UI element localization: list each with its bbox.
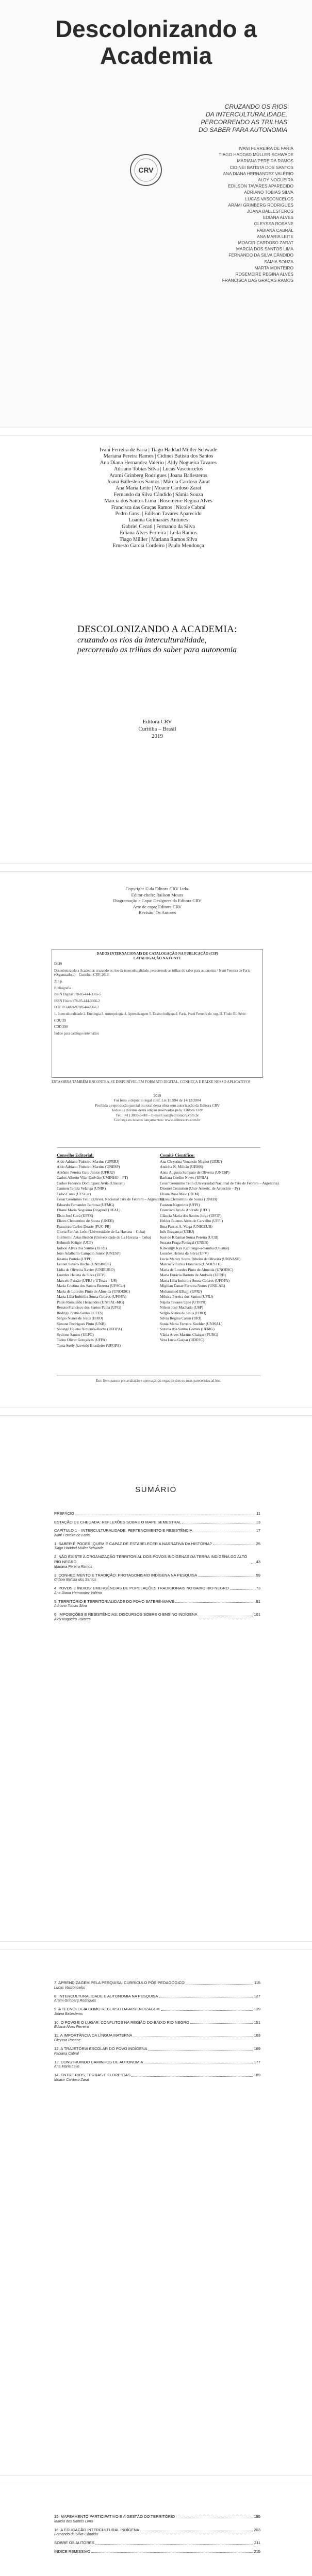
council-member: Maria Eurácia Barreto de Andrade (UFRB)	[160, 1273, 226, 1277]
author-name: Pedro Grosi | Edilson Tavares Aparecido	[115, 511, 202, 517]
council-member: Lourdes Helena da Silva (UFV)	[160, 1251, 209, 1256]
toc-item-author: Arami Grinberg Rodrigues	[54, 1999, 96, 2003]
toc-item-title: 10. O POVO E O LUGAR: CONFLITOS NA REGIÃO DO BAIXO RIO NEGRO	[54, 2020, 189, 2025]
council-member: Barbara Coelho Neves (UFBA)	[160, 1175, 208, 1180]
council-member: Mônica Pereira dos Santos (UFRJ)	[160, 1294, 214, 1299]
toc-item-title: CAPÍTULO 1 – INTERCULTURALIDADE, PERTENCIMENTO E RESISTÊNCIA	[54, 1528, 192, 1533]
toc-item-author: Tiago Haddad Müller Schwade	[54, 1547, 104, 1551]
cover-author: ARAMI GRINBERG RODRIGUES	[228, 202, 293, 208]
council-member: Gloria Fariñas León (Universidade de La Havana – Cuba)	[57, 1229, 145, 1234]
council-member: Leonel Severo Rocha (UNISINOS)	[57, 1262, 111, 1266]
toc-item[interactable]	[54, 1554, 260, 1569]
council-member: Celso Conti (UFSCar)	[57, 1191, 91, 1196]
peer-review-note: Este livro passou por avaliação e aprovação às cegas de dois ou mais pareceristas ad hoc.	[96, 1379, 221, 1383]
author-name: Arami Grinberg Rodrigues | Joana Ballesteros	[109, 472, 207, 479]
toc-item-title: 12. A TRAJETÓRIA ESCOLAR DO POVO INDÍGENA	[54, 2046, 147, 2051]
council-member: Vera Lucia Gaspar (UDESC)	[160, 1337, 204, 1342]
council-member: Simone Rodrigues Pinto (UNB)	[57, 1321, 106, 1326]
toc-item-title: ESTAÇÃO DE CHEGADA: REFLEXÕES SOBRE O MAPE SEMESTRAL	[54, 1519, 182, 1524]
toc-item-title: 14. ENTRE RIOS, TERRAS E FLORESTAS	[54, 2073, 130, 2078]
toc-page-number: 195	[254, 2514, 260, 2519]
cover-page	[0, 0, 312, 428]
council-member: Tadeu Oliver Gonçalves (UFPA)	[57, 1337, 107, 1342]
toc-item-author: Cidinei Batista dos Santos	[54, 1578, 96, 1582]
catalog-line: 1. Interculturalidade 2. Etnologia 3. Antropologia 4. Aprendizagem 5. Ensino indígena I. Faria, Ivani Ferreira de. org. II. Título III. Série.	[54, 1012, 247, 1016]
council-member: Gláucia Maria dos Santos Jorge (UFOP)	[160, 1213, 222, 1218]
rights-line: Foi feito o depósito legal conf. Lei 10.994 de 14/12/2004	[113, 1098, 201, 1103]
cover-author: ANA MARIA LEITE	[257, 233, 293, 239]
toc-leader-dots	[251, 1563, 255, 1564]
council-member: Najela Tavares Ujiie (UTFPR)	[160, 1299, 207, 1304]
toc-item-title: 13. CONSTRUINDO CAMINHOS DE AUTONOMIA	[54, 2059, 143, 2064]
council-member: Helder Buenos Aires de Carvalho (UFPI)	[160, 1218, 223, 1223]
author-name: Marcia dos Santos Lima | Rosemeire Regina Alves	[104, 498, 212, 504]
toc-item-title: 9. A TECNOLOGIA COMO RECURSO DA APRENDIZAGEM	[54, 2007, 160, 2012]
toc-item-title: ÍNDICE REMISSIVO	[54, 2549, 91, 2554]
toc-item-author: Lucas Vasconcelos	[54, 1986, 86, 1990]
council-member: Maria Cristina dos Santos Bezerra (UFSCar)	[57, 1283, 125, 1288]
book-title: DESCOLONIZANDO A ACADEMIA: cruzando os rios da interculturalidade, percorrendo as trilhas do saber para autonomia	[77, 624, 237, 654]
copyright-top	[98, 886, 217, 916]
council-member: Vânia Alves Martins Chaigar (FURG)	[160, 1332, 218, 1337]
author-name: Joana Ballesteros Santos | Márcia Cardoso Zarat	[107, 479, 210, 485]
toc-item[interactable]	[54, 2514, 260, 2524]
toc-page-number: 211	[254, 2540, 260, 2546]
toc-leader-dots	[175, 1602, 255, 1603]
council-member: Elizeu Clementino de Souza (UNEB)	[160, 1197, 217, 1201]
cover-author: JOANA BALLESTEROS	[247, 209, 293, 214]
author-list	[99, 447, 218, 550]
toc-item[interactable]	[54, 1541, 260, 1551]
toc-page-number: 101	[254, 1612, 260, 1617]
toc-item[interactable]	[54, 1573, 260, 1583]
toc-item-title: 8. INTERCULTURALIDADE E AUTONOMIA NA PESQUISA	[54, 1993, 158, 1998]
council-member: Marcos Vinicius Francisco (UNOESTE)	[160, 1262, 222, 1266]
toc-item-title: 2. NÃO EXISTE A ORGANIZAÇÃO TERRITORIAL DOS POVOS INDÍGENAS DA TERRA INDÍGENA DO ALTO RIO NEGRO	[54, 1554, 248, 1564]
council-member: Carmen Tereza Velanga (UNIR)	[57, 1186, 106, 1191]
council-member: Maria de Lourdes Pinto de Almeida (UNOESC)	[160, 1267, 234, 1272]
cover-author: MARTA MONTEIRO	[254, 265, 293, 270]
catalog-line: DOI 10.24824/978854443366.2	[54, 1006, 100, 1010]
toc-item-title: 5. TERRITÓRIO E TERRITORIALIDADE DO POVO SATERÉ-MAWÉ	[54, 1599, 174, 1604]
toc-item-title: 1. SABER É PODER: QUEM É CAPAZ DE ESTABELECER A NARRATIVA DA HISTÓRIA?	[54, 1541, 212, 1546]
council-member: Aldo Adriano Pinheiro Martins (UNESP)	[57, 1164, 120, 1169]
council-member: Cesar Gerónimo Tello (Universidad Nacional de Três de Febrero – Argentina)	[160, 1180, 279, 1185]
toc-leader-dots	[190, 2023, 253, 2024]
toc-item-title: 3. CONHECIMENTO E TRADIÇÃO: PROTAGONISMO INDÍGENA NA PESQUISA	[54, 1572, 198, 1578]
toc-list	[54, 1980, 260, 2086]
council-member: Kilwangy Kya Kapitango-a-Samba (Unemat)	[160, 1245, 229, 1250]
toc-page-number: 13	[256, 1519, 260, 1524]
council-member: Rodrigo Pratte-Santos (UFES)	[57, 1310, 104, 1315]
toc-page-number: 203	[254, 2527, 260, 2532]
toc-item-title: 4. POVOS E ÍNDIOS: EMERGÊNCIAS DE POPULAÇÕES TRADICIONAIS NO BAIXO RIO NEGRO	[54, 1586, 229, 1591]
scientific-committee: Comitê Científico: Ana Chrystina Venancio Mignot (UERJ) Andréia N. Militão (UEMS) Anna Augusta Sampaio de Oliveira (UNESP) Barbara Coelho Neves (UFBA) Cesar Gerónimo Tello (Universidad Nacional de Três de Febrero – Argentina) Diosnel Centurion (Univ Americ. de Asunción – Py) Eliane Rose Maio (UEM) Elizeu Clementino de Souza (UNEB) Fauston Negreiros (UFPI) Francisco Ari de Andrade (UFC) Gláucia Maria dos Santos Jorge (UFOP) Helder Buenos Aires de Carvalho (UFPI) Ilma Passos A. Veiga (UNICEUB) Inês Bragança (UERJ) José de Ribamar Sousa Pereira (UCB) Jussara Fraga Portugal (UNEB) Kilwangy Kya Kapitango-a-Samba (Unemat) Lourdes Helena da Silva (UFV) Lucia Marisy Souza Ribeiro de Oliveira (UNIVASF) Marcos Vinicius Francisco (UNOESTE) Maria de Lourdes Pinto de Almeida (UNOESC) Maria Eurácia Barreto de Andrade (UFRB) Maria Lília Imbiriba Sousa Colares (UFOPA) Míghian Danae Ferreira Nunes (UNILAB) Mohammed Elhajji (UFRJ) Mônica Pereira dos Santos (UFRJ) Najela Tavares Ujiie (UTFPR) Nilson José Machado (USP) Sérgio Nunes de Jesus (IFRO) Silvia Regina Canan (URI) Sonia Maria Ferreira Koehler (UNISAL) Suzana dos Santos Gomes (UFMG) Vânia Alves Martins Chaigar (FURG) Vera Lucia Gaspar (UDESC)	[160, 1153, 279, 1342]
author-name: Ediana Alves Ferreira | Leila Ramos	[120, 530, 197, 536]
toc-page-1	[0, 1416, 312, 1941]
catalog-line: Descolonizando a Academia: cruzando os rios da interculturalidade, percorrendo as trilhas do saber para autonomia / Ivani Ferreira de Faria (Organizadora) – Curitiba : CRV, 2019.	[54, 969, 251, 977]
catalog-lines	[54, 962, 260, 1030]
council-member: Mohammed Elhajji (UFRJ)	[160, 1289, 202, 1294]
cover-author: ANA DIANA HERNANDEZ VALÉRIO	[223, 171, 293, 176]
toc-page-number: 189	[254, 2073, 260, 2078]
toc-page-number: 11	[256, 1511, 260, 1516]
catalog-line: CDD 390	[54, 1025, 68, 1029]
cover-author: CIDINEI BATISTA DOS SANTOS	[229, 164, 293, 170]
author-name: Ana Diana Hernandez Valério | Aldy Nogueira Tavares	[100, 460, 217, 466]
catalog-line: 216 p.	[54, 979, 63, 984]
rights-line: Tel.: (41) 3039-6418 – E-mail: sac@editoracrv.com.br	[116, 1112, 199, 1117]
toc-item[interactable]	[54, 1599, 260, 1609]
council-member: Francisco Ari de Andrade (UFC)	[160, 1208, 210, 1212]
toc-item[interactable]	[54, 2549, 260, 2554]
toc-item[interactable]	[54, 2020, 260, 2030]
author-name: Luanna Guimarães Antunes	[128, 517, 188, 523]
council-member: Jailson Alves dos Santos (UFRJ)	[57, 1245, 107, 1250]
cover-author: FABIANA CABRAL	[257, 227, 293, 233]
council-member: João Adalberto Campato Junior (UNESP)	[57, 1251, 121, 1256]
rights-line: 2019	[153, 1093, 161, 1098]
council-member: Sérgio Nunes de Jesus (IFRO)	[57, 1316, 103, 1320]
council-member: Carlos Federico Dominguez Avila (Unieuro)	[57, 1180, 125, 1185]
author-name: Fernando da Silva Cândido | Sâmia Souza	[113, 492, 203, 498]
copyright-line: Copyright © da Editora CRV Ltda.	[125, 886, 189, 891]
copyright-page	[0, 872, 312, 1408]
editorial-council: Conselho Editorial: Aldo Adriano Pinheiro Martins (UFRRJ) Aldo Adriano Pinheiro Martins (UNESP) Antônio Pereira Gaio Júnior (UFRRJ) Carlos Alberto Vilar Estêvão (UMINHO – PT) Carlos Federico Dominguez Avila (Unieuro) Carmen Tereza Velanga (UNIR) Celso Conti (UFSCar) Cesar Gerónimo Tello (Univer. Nacional Três de Febrero – Argentina) Eduardo Fernandes Barbosa (UFMG) Elione Maria Nogueira Diogenes (UFAL) Élsio José Corá (UFFS) Elizeu Clementino de Souza (UNEB) Francisco Carlos Duarte (PUC-PR) Gloria Fariñas León (Universidade de La Havana – Cuba) Guillermo Arias Beatón (Universidade de La Havana – Cuba) Helmuth Krüger (UCP) Jailson Alves dos Santos (UFRJ) João Adalberto Campato Junior (UNESP) Josania Portela (UFPI) Leonel Severo Rocha (UNISINOS) Lídia de Oliveira Xavier (UNIEURO) Lourdes Helena da Silva (UFV) Marcelo Paixão (UFRJ e UTexas – US) Maria Cristina dos Santos Bezerra (UFSCar) Maria de Lourdes Pinto de Almeida (UNOESC) Maria Lília Imbiriba Sousa Colares (UFOPA) Paulo Romualdo Hernandes (UNIFAL-MG) Renato Francisco dos Santos Paula (UFG) Rodrigo Pratte-Santos (UFES) Sérgio Nunes de Jesus (IFRO) Simone Rodrigues Pinto (UNB) Solange Helena Ximenes-Rocha (UFOPA) Sydione Santos (UEPG) Tadeu Oliver Gonçalves (UFPA) Tania Suely Azevedo Brasileiro (UFOPA)	[57, 1153, 164, 1348]
cover-author: EDIANA ALVES	[263, 215, 293, 221]
council-member: Marcelo Paixão (UFRJ e UTexas – US)	[57, 1278, 117, 1283]
council-member: Sydione Santos (UEPG)	[57, 1332, 94, 1337]
toc-list	[54, 2514, 260, 2557]
toc-item[interactable]	[54, 1980, 260, 1990]
council-member: Maria de Lourdes Pinto de Almeida (UNOESC)	[57, 1289, 130, 1294]
toc-page-number: 91	[256, 1599, 260, 1604]
toc-item-title: 16. A EDUCAÇÃO INTERCULTURAL INDÍGENA	[54, 2527, 139, 2532]
toc-item-author: Gleyssa Rosane	[54, 2038, 81, 2042]
author-name: Gabriel Cecati | Fernando da Silva	[122, 523, 195, 530]
toc-list	[54, 1511, 260, 1625]
svg-text:CRV: CRV	[138, 166, 154, 174]
toc-item-title: 7. APRENDIZAGEM PELA PESQUISA: CURRÍCULO PÓS-PEDAGÓGICO	[54, 1980, 185, 1985]
cover-author: EDILSON TAVARES APARECIDO	[228, 183, 293, 189]
toc-page-3	[0, 2483, 312, 2576]
cover-author: ROSEMEIRE REGINA ALVES	[235, 272, 293, 277]
publisher-info: Editora CRV Curitiba – Brasil 2019	[138, 719, 176, 739]
toc-page-number: 115	[254, 1980, 260, 1985]
cover-author: ADRIANO TOBIAS SILVA	[244, 190, 293, 195]
cover-author: MOACIR CARDOSO ZARAT	[238, 240, 293, 246]
toc-page-number: 73	[256, 1586, 260, 1591]
toc-item[interactable]	[54, 2046, 260, 2056]
toc-item[interactable]	[54, 1520, 260, 1525]
toc-item[interactable]	[54, 1586, 260, 1596]
author-name: Francisca das Graças Ramos | Nicole Cabral	[111, 504, 206, 511]
author-name: Mariana Pereira Ramos | Cidinei Batista dos Santos	[103, 453, 214, 460]
toc-item-author: Fabiana Cabral	[54, 2052, 79, 2056]
toc-item[interactable]	[54, 1528, 260, 1538]
digital-notice: ESTA OBRA TAMBÉM ENCONTRA-SE DISPONÍVEL EM FORMATO DIGITAL. CONHEÇA E BAIXE NOSSO APLICATIVO!	[52, 1080, 250, 1084]
council-member: Solange Helena Ximenes-Rocha (UFOPA)	[57, 1327, 122, 1331]
cover-author: GLEYSSA ROSANE	[254, 221, 293, 227]
cover-author: SÂMIA SOUZA	[264, 259, 293, 264]
author-name: Ernesto Garcia Cordeiro | Paulo Mendonça	[112, 543, 204, 549]
council-member: Eliane Rose Maio (UEM)	[160, 1191, 200, 1196]
council-member: Carlos Alberto Vilar Estêvão (UMINHO – PT)	[57, 1175, 128, 1180]
cover-authors	[139, 145, 293, 283]
toc-page-number: 59	[256, 1572, 260, 1578]
council-member: Silvia Regina Canan (URI)	[160, 1316, 202, 1320]
cover-author: TIAGO HADDAD MÜLLER SCHWADE	[219, 152, 293, 158]
toc-leader-dots	[161, 2010, 253, 2011]
toc-item-author: Mariana Pereira Ramos	[54, 1565, 92, 1569]
council-member: José de Ribamar Sousa Pereira (UCB)	[160, 1234, 219, 1240]
rights-line: Todos os direitos desta edição reservados pela: Editora CRV	[111, 1108, 204, 1113]
toc-leader-dots	[91, 2552, 253, 2553]
author-name: Tiago Müller | Mariana Ramos Silva	[119, 536, 198, 543]
council-member: Elione Maria Nogueira Diogenes (UFAL)	[57, 1208, 121, 1212]
council-member: Paulo Romualdo Hernandes (UNIFAL-MG)	[57, 1299, 124, 1304]
copyright-line: Revisão: Os Autores	[138, 910, 176, 916]
toc-leader-dots	[132, 2076, 253, 2077]
toc-page-number: 169	[254, 2046, 260, 2051]
toc-item-author: Ivani Ferreira de Faria	[54, 1533, 90, 1537]
catalog-line: ISBN Físico 978-85-444-3366-2	[54, 999, 100, 1003]
toc-title: SUMÁRIO	[135, 1485, 177, 1494]
catalog-record: DADOS INTERNACIONAIS DE CATALOGAÇÃO NA PUBLICAÇÃO (CIP) CATALOGAÇÃO NA FONTE D449 Descolonizando a Academia: cruzando os rios da interculturalidade, percorrendo as trilhas do saber para autonomia / Ivani Ferreira de Faria (Organizadora) – Curitiba : CRV, 2019. 216 p. Bibliografia ISBN Digital 978-85-444-3365-5 ISBN Físico 978-85-444-3366-2 DOI 10.24824/978854443366.2 1. Interculturalidade 2. Etnologia 3. Antropologia 4. Aprendizagem 5. Ensino indígena I. Faria, Ivani Ferreira de. org. II. Título III. Série. CDU 39 CDD 390 Índice para catálogo sistemático	[52, 949, 263, 1078]
toc-item[interactable]	[54, 2540, 260, 2546]
copyright-line: Diagramação e Capa: Designers da Editora CRV	[113, 898, 202, 904]
catalog-line: Bibliografia	[54, 986, 71, 990]
council-member: Renato Francisco dos Santos Paula (UFG)	[57, 1305, 122, 1310]
cover-author: LUCAS VASCONCELOS	[245, 196, 293, 201]
council-member: Antônio Pereira Gaio Júnior (UFRRJ)	[57, 1170, 115, 1175]
toc-item[interactable]	[54, 2528, 260, 2537]
copyright-line: Editor-chefe: Railson Moura	[131, 892, 184, 897]
cover-subtitle: CRUZANDO OS RIOS DA INTERCULTURALIDADE, PERCORRENDO AS TRILHAS DO SABER PARA AUTONOMIA	[198, 103, 287, 133]
toc-item-title: 15. MAPEAMENTO PARTICIPATIVO E A GESTÃO DO TERRITÓRIO	[54, 2514, 175, 2519]
council-member: Míghian Danae Ferreira Nunes (UNILAB)	[160, 1283, 225, 1288]
cover-author: MARIANA PEREIRA RAMOS	[237, 158, 293, 164]
council-member: Cesar Gerónimo Tello (Univer. Nacional Três de Febrero – Argentina)	[57, 1197, 164, 1201]
author-name: Ivani Ferreira de Faria | Tiago Haddad Müller Schwade	[100, 447, 217, 453]
toc-page-number: 25	[256, 1541, 260, 1546]
rights-block	[72, 1093, 242, 1122]
author-name: Ana Maria Leite | Moacir Cardoso Zarat	[115, 485, 202, 492]
copyright-line: Arte de capa: Editora CRV	[133, 904, 182, 909]
toc-page-2	[0, 1950, 312, 2475]
toc-item-author: Adriano Tobias Silva	[54, 1604, 87, 1608]
cover-author: FRANCISCA DAS GRAÇAS RAMOS	[222, 278, 293, 283]
toc-page-number: 17	[256, 1528, 260, 1533]
council-member: Elizeu Clementino de Souza (UNEB)	[57, 1218, 114, 1223]
toc-item-title: SOBRE OS AUTORES	[54, 2540, 94, 2546]
toc-leader-dots	[95, 2544, 253, 2545]
council-member: Guillermo Arias Beatón (Universidade de La Havana – Cuba)	[57, 1234, 151, 1240]
toc-item-author: Ana Diana Hernandez Valério	[54, 1591, 102, 1595]
rights-line: Proibida a reprodução parcial ou total desta obra sem autorização da Editora CRV	[95, 1103, 220, 1108]
toc-item-author: Marcia dos Santos Lima	[54, 2519, 93, 2523]
council-member: Helmuth Krüger (UCP)	[57, 1240, 93, 1245]
council-member: Élsio José Corá (UFFS)	[57, 1213, 93, 1218]
half-title-page	[0, 436, 312, 863]
toc-item[interactable]	[54, 1612, 260, 1622]
toc-page-number: 163	[254, 2033, 260, 2038]
toc-item[interactable]	[54, 2007, 260, 2016]
toc-leader-dots	[186, 1984, 253, 1985]
council-member: Anna Augusta Sampaio de Oliveira (UNESP)	[160, 1170, 229, 1175]
toc-page-number: 127	[254, 1993, 260, 1998]
toc-item[interactable]	[54, 2060, 260, 2070]
council-member: Eduardo Fernandes Barbosa (UFMG)	[57, 1202, 114, 1207]
cover-author: FERNANDO DA SILVA CÂNDIDO	[228, 252, 293, 258]
toc-item-author: Ediana Alves Ferreira	[54, 2025, 89, 2029]
council-member: Lídia de Oliveira Xavier (UNIEURO)	[57, 1267, 115, 1272]
council-member: Suzana dos Santos Gomes (UFMG)	[160, 1327, 215, 1331]
council-member: Ilma Passos A. Veiga (UNICEUB)	[160, 1224, 212, 1229]
council-member: Sonia Maria Ferreira Koehler (UNISAL)	[160, 1321, 223, 1326]
toc-item-author: Moacir Cardoso Zarat	[54, 2078, 89, 2082]
toc-item-title: 11. A IMPORTÂNCIA DA LÍNGUA MATERNA	[54, 2033, 133, 2038]
rights-line: Conheça os nossos lançamentos: www.editoracrv.com.br	[114, 1117, 201, 1123]
toc-item-author: Fernando da Silva Cândido	[54, 2533, 98, 2537]
toc-item-author: Aldy Nogueira Tavares	[54, 1617, 91, 1621]
council-member: Diosnel Centurion (Univ Americ. de Asunción – Py)	[160, 1186, 240, 1191]
council-member: Jussara Fraga Portugal (UNEB)	[160, 1240, 208, 1245]
toc-item[interactable]	[54, 1511, 260, 1516]
toc-item[interactable]	[54, 2033, 260, 2043]
toc-leader-dots	[230, 1589, 255, 1590]
author-name: Adriano Tobias Silva | Lucas Vasconcelos	[113, 466, 203, 472]
toc-item[interactable]	[54, 2073, 260, 2082]
toc-item[interactable]	[54, 1994, 260, 2004]
council-member: Tania Suely Azevedo Brasileiro (UFOPA)	[57, 1343, 121, 1348]
catalog-line: D449	[54, 962, 62, 967]
toc-item-author: Ana Maria Leite	[54, 2065, 80, 2069]
council-member: Aldo Adriano Pinheiro Martins (UFRRJ)	[57, 1159, 120, 1164]
council-member: Inês Bragança (UERJ)	[160, 1229, 194, 1234]
cover-title: Descolonizando a Academia	[55, 15, 257, 69]
council-member: Ana Chrystina Venancio Mignot (UERJ)	[160, 1159, 222, 1164]
council-member: Fauston Negreiros (UFPI)	[160, 1202, 200, 1207]
toc-leader-dots	[198, 1576, 255, 1577]
council-member: Josania Portela (UFPI)	[57, 1256, 92, 1261]
toc-page-number: 177	[254, 2059, 260, 2064]
toc-page-number: 139	[254, 2007, 260, 2012]
cover-author: IVANI FERREIRA DE FARIA	[239, 146, 293, 151]
toc-page-number: 151	[254, 2020, 260, 2025]
toc-page-number: 215	[254, 2549, 260, 2554]
toc-page-number: 43	[256, 1559, 260, 1564]
catalog-line: ISBN Digital 978-85-444-3365-5	[54, 993, 101, 997]
council-member: Maria Lília Imbiriba Sousa Colares (UFOPA)	[57, 1294, 126, 1299]
cover-author: ALDY NOGUEIRA	[258, 177, 293, 183]
toc-item-title: PREFÁCIO	[54, 1511, 74, 1516]
council-member: Lourdes Helena da Silva (UFV)	[57, 1273, 106, 1277]
council-member: Andréia N. Militão (UEMS)	[160, 1164, 203, 1169]
council-member: Nilson José Machado (USP)	[160, 1305, 203, 1310]
catalog-line: CDU 39	[54, 1019, 66, 1023]
toc-item-title: 6. IMPOSIÇÕES E RESISTÊNCIAS: DISCURSOS SOBRE O ENSINO INDÍGENA	[54, 1612, 198, 1617]
council-member: Francisco Carlos Duarte (PUC-PR)	[57, 1224, 111, 1229]
council-member: Sérgio Nunes de Jesus (IFRO)	[160, 1310, 206, 1315]
council-member: Maria Lília Imbiriba Sousa Colares (UFOPA)	[160, 1278, 229, 1283]
council-member: Lucia Marisy Souza Ribeiro de Oliveira (UNIVASF)	[160, 1256, 241, 1261]
toc-item-author: Joana Ballesteros	[54, 2012, 83, 2016]
cover-author: MARCIA DOS SANTOS LIMA	[236, 246, 293, 252]
